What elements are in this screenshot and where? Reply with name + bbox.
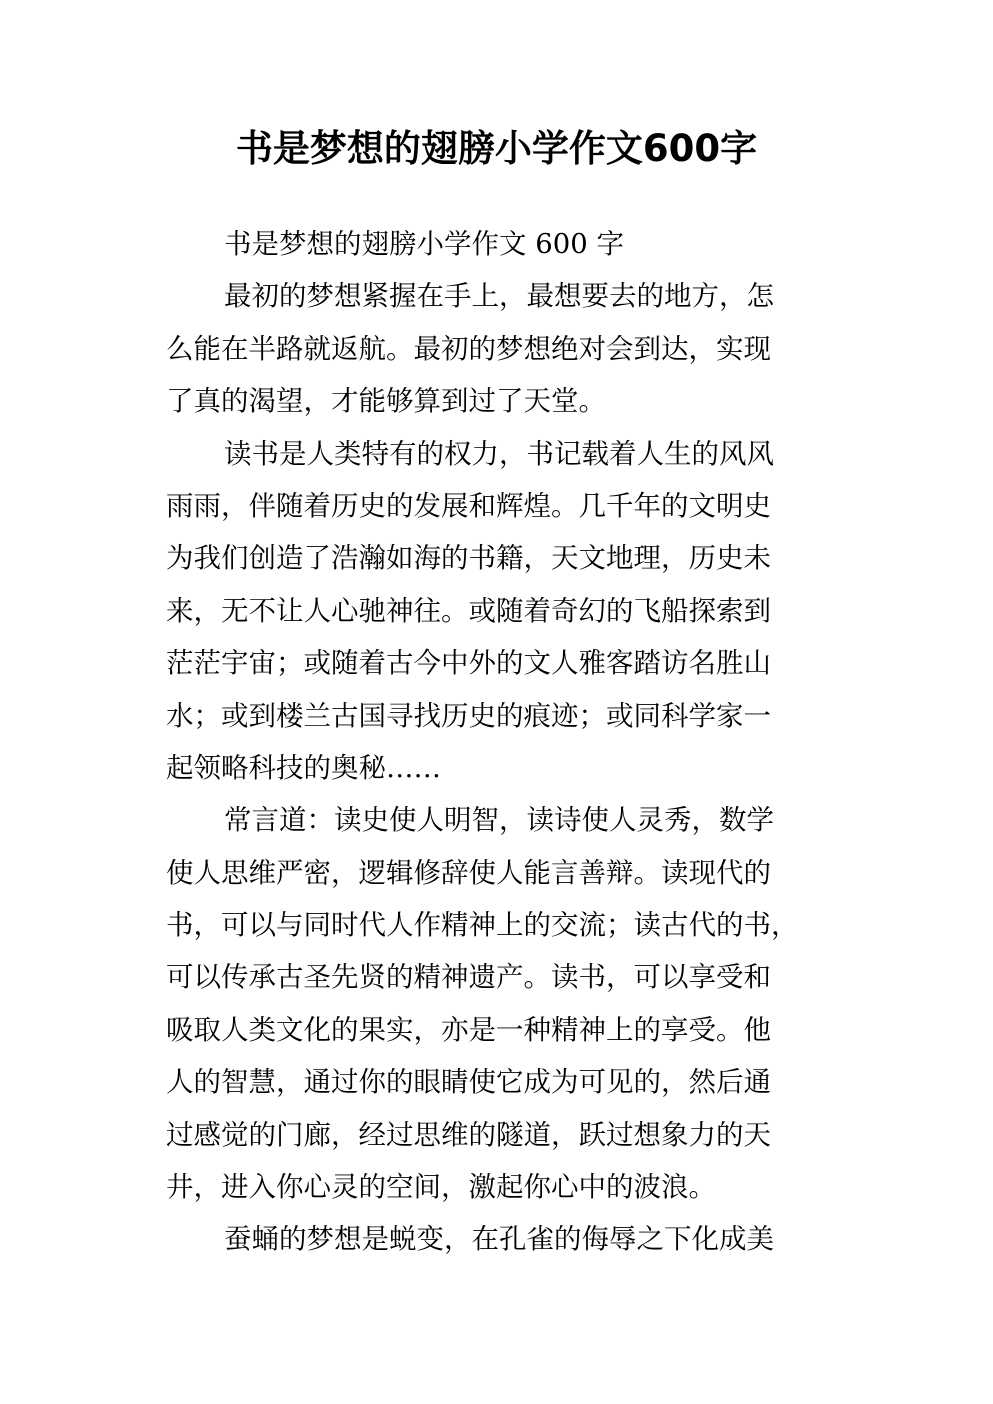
body-line: 么能在半路就返航。最初的梦想绝对会到达，实现 (166, 332, 771, 365)
body-line: 读书是人类特有的权力，书记载着人生的风风 (224, 437, 774, 470)
body-line: 过感觉的门廊，经过思维的隧道，跃过想象力的天 (166, 1118, 771, 1151)
body-line: 吸取人类文化的果实，亦是一种精神上的享受。他 (166, 1013, 771, 1046)
body-line: 雨雨，伴随着历史的发展和辉煌。几千年的文明史 (166, 489, 771, 522)
body-line: 人的智慧，通过你的眼睛使它成为可见的，然后通 (166, 1066, 771, 1099)
body-line: 井，进入你心灵的空间，激起你心中的波浪。 (166, 1171, 716, 1204)
body-line: 来，无不让人心驰神往。或随着奇幻的飞船探索到 (166, 594, 771, 627)
body-line: 为我们创造了浩瀚如海的书籍，天文地理，历史未 (166, 542, 771, 575)
document-body (166, 218, 846, 1266)
body-line: 书是梦想的翅膀小学作文 600 字 (224, 228, 624, 260)
body-line: 最初的梦想紧握在手上，最想要去的地方，怎 (224, 280, 774, 313)
body-line: 书，可以与同时代人作精神上的交流；读古代的书， (166, 909, 799, 942)
body-line: 可以传承古圣先贤的精神遗产。读书，可以享受和 (166, 961, 771, 994)
document-title: 书是梦想的翅膀小学作文600字 (235, 127, 758, 170)
body-line: 茫茫宇宙；或随着古今中外的文人雅客踏访名胜山 (166, 647, 771, 680)
body-line: 起领略科技的奥秘…… (166, 751, 441, 784)
body-line: 常言道：读史使人明智，读诗使人灵秀，数学 (224, 804, 774, 837)
body-line: 使人思维严密，逻辑修辞使人能言善辩。读现代的 (166, 856, 771, 889)
body-line: 蚕蛹的梦想是蜕变，在孔雀的侮辱之下化成美 (224, 1223, 774, 1256)
body-line: 了真的渴望，才能够算到过了天堂。 (166, 385, 606, 418)
body-line: 水；或到楼兰古国寻找历史的痕迹；或同科学家一 (166, 699, 771, 732)
